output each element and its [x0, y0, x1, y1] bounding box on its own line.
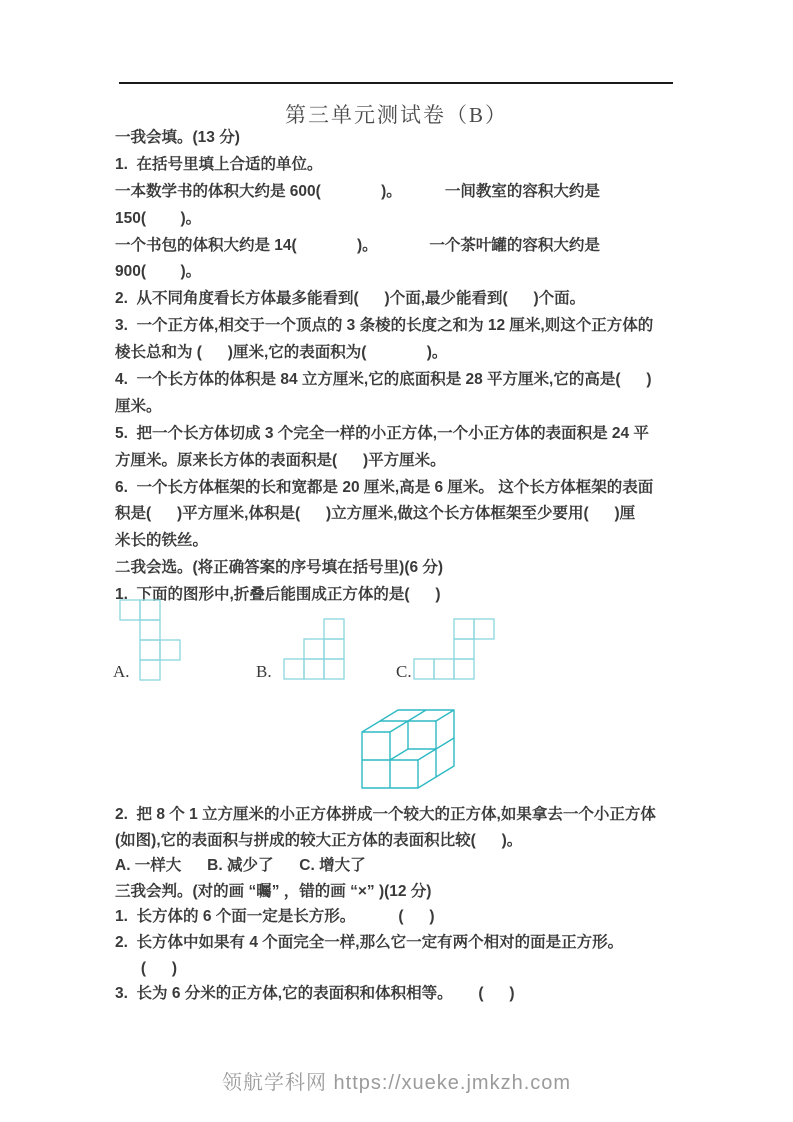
option-b-label: B.: [256, 662, 272, 681]
text-line: 积是( )平方厘米,体积是( )立方厘米,做这个长方体框架至少要用( )厘: [115, 505, 636, 523]
text-line: (如图),它的表面积与拼成的较大正方体的表面积比较( )。: [115, 831, 523, 849]
text-line: 2. 从不同角度看长方体最多能看到( )个面,最少能看到( )个面。: [115, 290, 586, 308]
text-line: 2. 长方体中如果有 4 个面完全一样,那么它一定有两个相对的面是正方形。: [115, 933, 624, 951]
text-line: 二我会选。(将正确答案的序号填在括号里)(6 分): [115, 559, 444, 577]
text-line: 3. 长为 6 分米的正方体,它的表面积和体积相等。 ( ): [115, 985, 515, 1003]
text-line: 厘米。: [115, 397, 162, 415]
text-line: ( ): [115, 959, 177, 977]
text-line: 150( )。: [115, 209, 202, 227]
cube-net-option-c: [413, 618, 497, 687]
cube-with-missing-corner-figure: [352, 700, 468, 796]
footer-watermark: 领航学科网 https://xueke.jmkzh.com: [221, 1072, 572, 1094]
text-line: 2. 把 8 个 1 立方厘米的小正方体拼成一个较大的正方体,如果拿去一个小正方体: [115, 806, 656, 823]
text-line: 6. 一个长方体框架的长和宽都是 20 厘米,高是 6 厘米。 这个长方体框架的表面: [115, 478, 654, 496]
text-line: 4. 一个长方体的体积是 84 立方厘米,它的底面积是 28 平方厘米,它的高是( ): [115, 371, 652, 389]
text-line: 一个书包的体积大约是 14( )。 一个茶叶罐的容积大约是: [115, 236, 600, 254]
section-choice-judge: [115, 802, 700, 1007]
option-a-label: A.: [113, 662, 130, 681]
cube-net-option-a: [119, 599, 183, 688]
text-line: 棱长总和为 ( )厘米,它的表面积为( )。: [115, 344, 448, 362]
cube-block-figure: [352, 700, 468, 801]
text-line: 3. 一个正方体,相交于一个顶点的 3 条棱的长度之和为 12 厘米,则这个正方体的: [115, 317, 654, 335]
cube-net-b-figure: [283, 618, 347, 682]
text-line: A. 一样大 B. 减少了 C. 增大了: [115, 857, 366, 875]
header-rule: [119, 82, 673, 84]
text-line: 900( )。: [115, 263, 202, 281]
text-line: 米长的铁丝。: [115, 532, 209, 550]
text-line: 一我会填。(13 分): [115, 129, 240, 146]
text-line: 一本数学书的体积大约是 600( )。 一间教室的容积大约是: [115, 182, 600, 200]
cube-net-c-figure: [413, 618, 497, 682]
section-fill-in: [115, 125, 700, 609]
text-line: 1. 在括号里填上合适的单位。: [115, 155, 323, 173]
page-title: 第三单元测试卷（B）: [284, 103, 508, 127]
text-line: 5. 把一个长方体切成 3 个完全一样的小正方体,一个小正方体的表面积是 24 平: [115, 424, 649, 442]
text-line: 方厘米。原来长方体的表面积是( )平方厘米。: [115, 451, 446, 469]
text-line: 1. 长方体的 6 个面一定是长方形。 ( ): [115, 908, 435, 926]
option-c-label: C.: [396, 662, 412, 681]
cube-net-a-figure: [119, 599, 183, 683]
text-line: 1. 下面的图形中,折叠后能围成正方体的是( ): [115, 586, 441, 604]
cube-net-option-b: [283, 618, 347, 687]
text-line: 三我会判。(对的画 “曯” ，错的画 “×” )(12 分): [115, 882, 432, 900]
